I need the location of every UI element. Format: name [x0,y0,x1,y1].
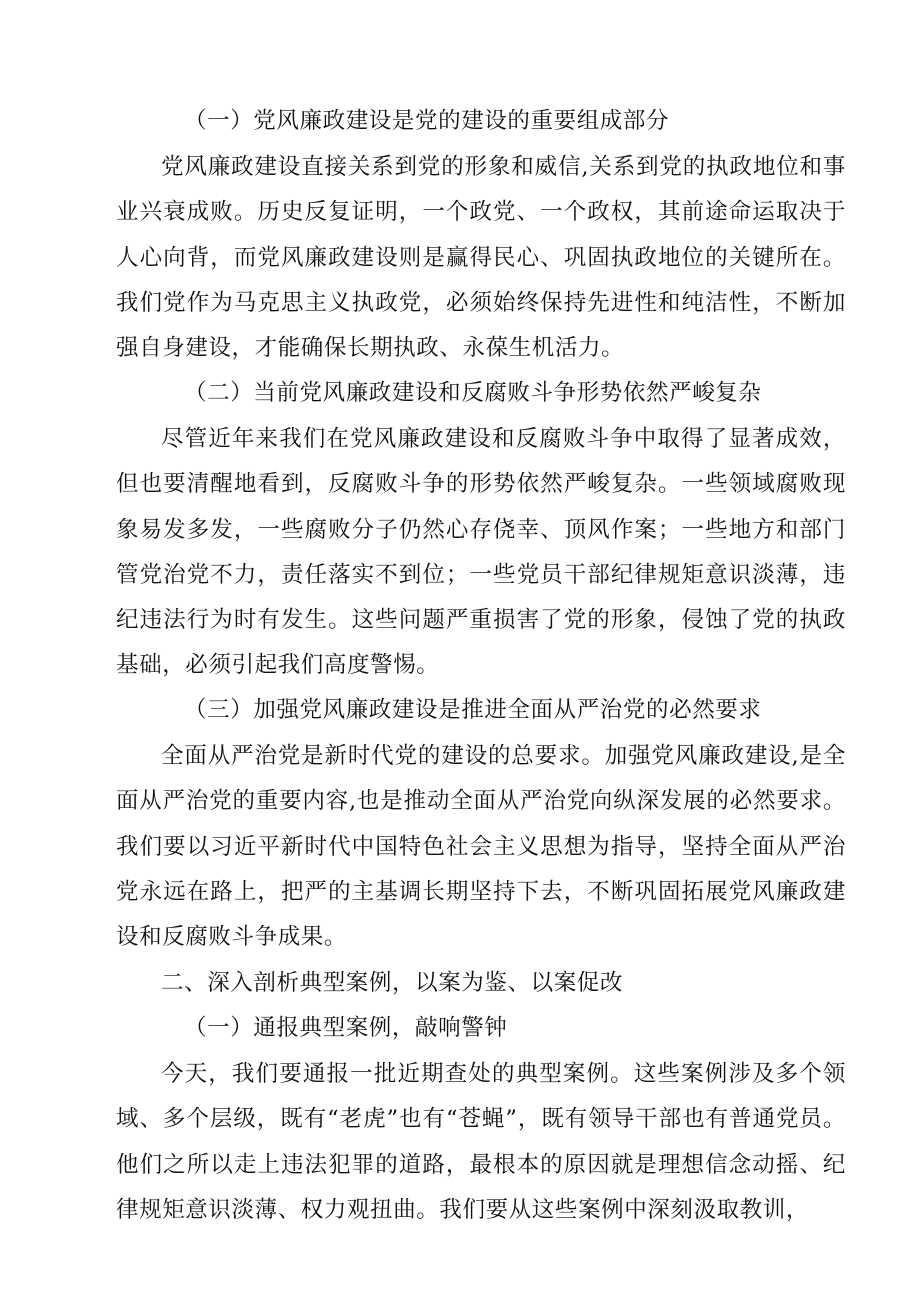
part-two-subheading: （一）通报典型案例，敲响警钟 [184,1015,508,1041]
section-body-3: 全面从严治党是新时代党的建设的总要求。加强党风廉政建设,是全面从严治党的重要内容,也是推动全面从严治党向纵深发展的必然要求。我们要以习近平新时代中国特色社会主义思想为指导，坚持全面从严治党永远在路上，把严的主基调长期坚持下去，不断巩固拓展党风廉政建设和反腐败斗争成果。 [116,743,846,951]
section-body-2: 尽管近年来我们在党风廉政建设和反腐败斗争中取得了显著成效，但也要清醒地看到，反腐败斗争的形势依然严峻复杂。一些领域腐败现象易发多发，一些腐败分子仍然心存侥幸、顶风作案；一些地方和部门管党治党不力，责任落实不到位；一些党员干部纪律规矩意识淡薄，违纪违法行为时有发生。这些问题严重损害了党的形象，侵蚀了党的执政基础，必须引起我们高度警惕。 [116,426,846,679]
section-heading-3: （三）加强党风廉政建设是推进全面从严治党的必然要求 [184,697,762,723]
section-heading-1: （一）党风廉政建设是党的建设的重要组成部分 [184,108,670,134]
part-two-body: 今天，我们要通报一批近期查处的典型案例。这些案例涉及多个领域、多个层级，既有“老虎”也有“苍蝇”，既有领导干部也有普通党员。他们之所以走上违法犯罪的道路，最根本的原因就是理想信念动摇、纪律规矩意识淡薄、权力观扭曲。我们要从这些案例中深刻汲取教训， [116,1061,846,1223]
section-body-1: 党风廉政建设直接关系到党的形象和威信,关系到党的执政地位和事业兴衰成败。历史反复证明，一个政党、一个政权，其前途命运取决于人心向背，而党风廉政建设则是赢得民心、巩固执政地位的关键所在。我们党作为马克思主义执政党，必须始终保持先进性和纯洁性，不断加强自身建设，才能确保长期执政、永葆生机活力。 [116,154,846,362]
part-two-heading: 二、深入剖析典型案例，以案为鉴、以案促改 [161,970,624,996]
section-heading-2: （二）当前党风廉政建设和反腐败斗争形势依然严峻复杂 [184,380,762,406]
